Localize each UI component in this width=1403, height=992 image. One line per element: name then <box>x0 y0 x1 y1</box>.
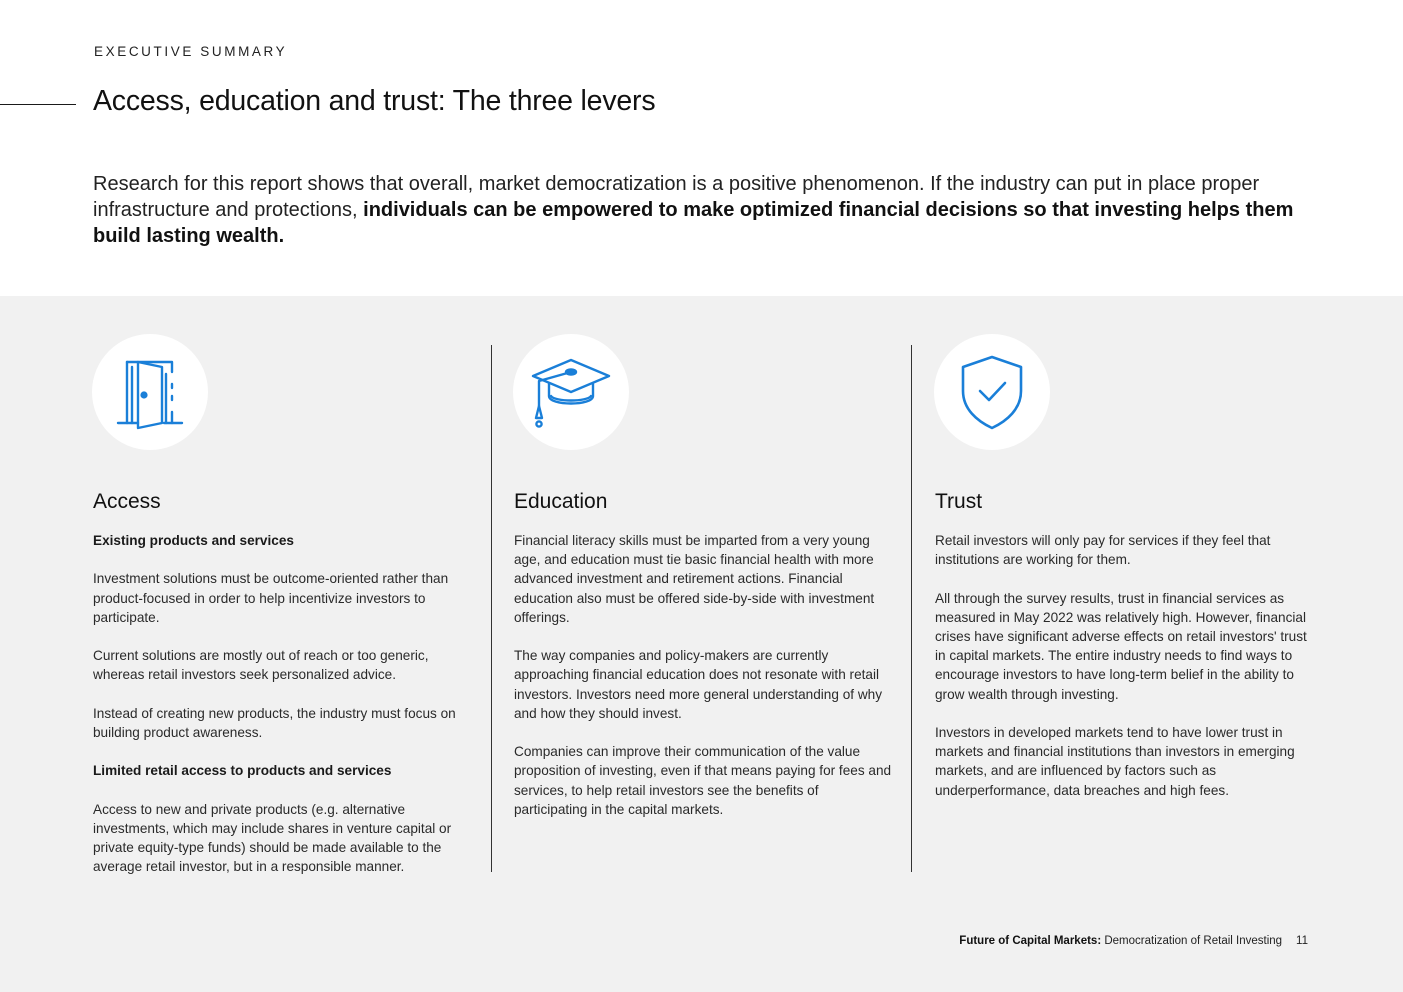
icon-badge <box>934 334 1050 450</box>
icon-badge <box>513 334 629 450</box>
header-section <box>0 0 1403 296</box>
column-paragraph: Current solutions are mostly out of reach or too generic, whereas retail investors seek personalized advice. <box>93 648 429 683</box>
column-title: Trust <box>935 490 983 513</box>
page-number: 11 <box>1296 935 1308 947</box>
column-body <box>514 531 894 838</box>
column-subheading: Limited retail access to products and services <box>93 763 392 779</box>
intro-regular-text: Research for this report shows that overall, market democratization is a positive phenomenon. If the industry can put in place proper infrastructure and protections, <box>93 173 1260 221</box>
intro-paragraph <box>93 171 1323 249</box>
door-icon <box>112 354 188 430</box>
shield-check-icon <box>957 353 1027 431</box>
column-title: Education <box>514 490 608 513</box>
column-divider <box>491 345 492 872</box>
levers-panel <box>0 296 1403 992</box>
intro-bold-text: individuals can be empowered to make optimized financial decisions so that investing helps them build lasting wealth. <box>93 199 1294 247</box>
section-eyebrow: EXECUTIVE SUMMARY <box>94 44 288 59</box>
column-body <box>93 531 473 896</box>
icon-badge <box>92 334 208 450</box>
title-rule <box>0 104 76 105</box>
column-paragraph: Financial literacy skills must be imparted from a very young age, and education must tie basic financial health with more advanced investment and retirement actions. Financial education also must be offered side-by-side with investment offerings. <box>514 533 875 625</box>
page-title: Access, education and trust: The three levers <box>93 85 656 117</box>
column-paragraph: Companies can improve their communication of the value proposition of investing, even if that means paying for fees and services, to help retail investors see the benefits of participating in the capital markets. <box>514 744 892 817</box>
column-paragraph: The way companies and policy-makers are currently approaching financial education does not resonate with retail investors. Investors need more general understanding of why and how they should invest. <box>514 648 882 721</box>
column-body <box>935 531 1315 819</box>
column-paragraph: Instead of creating new products, the industry must focus on building product awareness. <box>93 705 456 740</box>
graduation-cap-icon <box>529 354 613 430</box>
column-paragraph: Access to new and private products (e.g. alternative investments, which may include shares in venture capital or private equity-type funds) should be made available to the average retail investor, but in a responsible manner. <box>93 801 452 875</box>
column-divider <box>911 345 912 872</box>
column-paragraph: Investors in developed markets tend to have lower trust in markets and financial institutions than investors in emerging markets, and are influenced by factors such as underperformance, data breaches and high fees. <box>935 725 1295 798</box>
report-title-rest: Democratization of Retail Investing <box>1101 935 1283 947</box>
column-paragraph: Retail investors will only pay for services if they feel that institutions are working for them. <box>935 533 1271 568</box>
report-title-bold: Future of Capital Markets: <box>959 935 1102 947</box>
column-paragraph: Investment solutions must be outcome-oriented rather than product-focused in order to help incentivize investors to participate. <box>93 571 449 625</box>
column-paragraph: All through the survey results, trust in financial services as measured in May 2022 was relatively high. However, financial crises have significant adverse effects on retail investors' trust in capital markets. The entire industry needs to find ways to encourage investors to have long-term belief in the ability to grow wealth through investing. <box>935 590 1307 702</box>
column-subheading: Existing products and services <box>93 533 294 548</box>
column-title: Access <box>93 490 161 513</box>
page-footer <box>959 935 1308 947</box>
